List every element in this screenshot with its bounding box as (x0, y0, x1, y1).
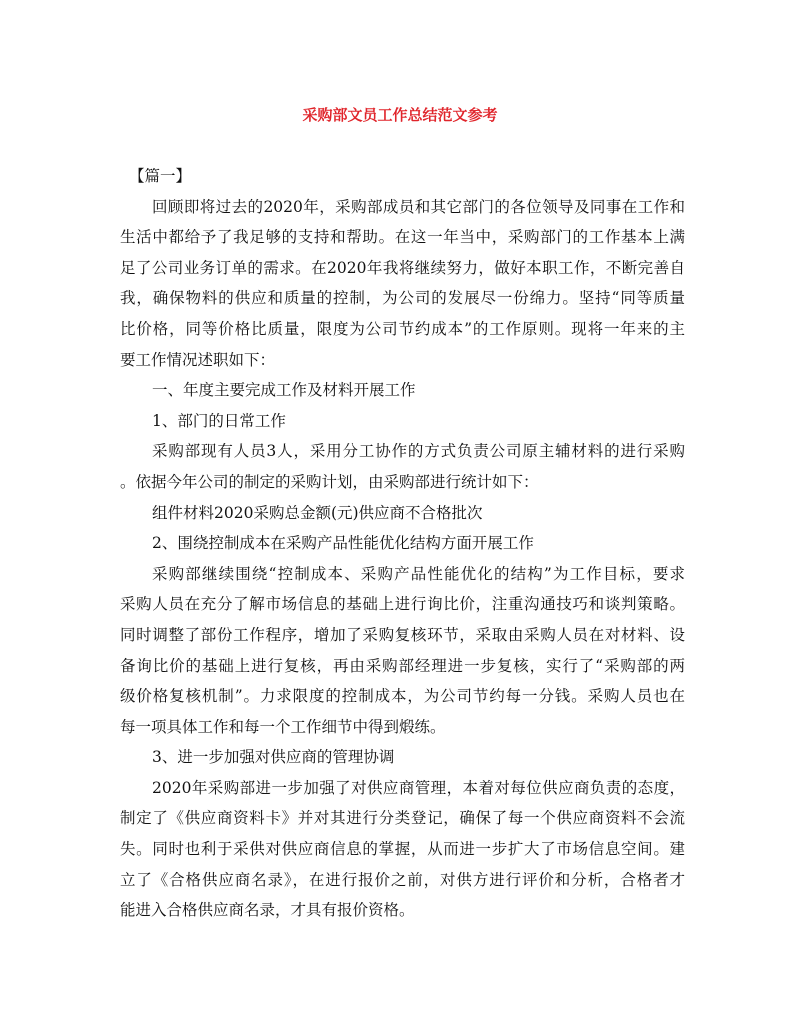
paragraph-line: 失。同时也利于采供对供应商信息的掌握，从而进一步扩大了市场信息空间。建 (120, 840, 685, 859)
paragraph-line: 每一项具体工作和每一个工作细节中得到煅练。 (120, 717, 446, 736)
paragraph-line: 采购部继续围绕“控制成本、采购产品性能优化的结构”为工作目标，要求 (152, 564, 685, 583)
paragraph-line: 同时调整了部份工作程序，增加了采购复核环节，采取由采购人员在对材料、设 (120, 625, 685, 644)
paragraph-line: 级价格复核机制”。力求限度的控制成本，为公司节约每一分钱。采购人员也在 (120, 687, 685, 706)
paragraph-line: 足了公司业务订单的需求。在2020年我将继续努力，做好本职工作，不断完善自 (120, 258, 685, 277)
paragraph-line: 采购人员在充分了解市场信息的基础上进行询比价，注重沟通技巧和谈判策略。 (120, 595, 685, 614)
paragraph-line: 组件材料2020采购总金额(元)供应商不合格批次 (152, 503, 483, 522)
document-title: 采购部文员工作总结范文参考 (302, 106, 498, 124)
heading-line: 3、进一步加强对供应商的管理协调 (152, 748, 395, 767)
paragraph-line: 能进入合格供应商名录，才具有报价资格。 (120, 901, 415, 920)
heading-line: 2、围绕控制成本在采购产品性能优化结构方面开展工作 (152, 534, 534, 553)
paragraph-line: 生活中都给予了我足够的支持和帮助。在这一年当中，采购部门的工作基本上满 (120, 228, 685, 247)
heading-line: 一、年度主要完成工作及材料开展工作 (152, 381, 416, 400)
paragraph-line: 比价格，同等价格比质量，限度为公司节约成本”的工作原则。现将一年来的主 (120, 319, 685, 338)
paragraph-line: 要工作情况述职如下： (120, 350, 276, 369)
paragraph-line: 我，确保物料的供应和质量的控制，为公司的发展尽一份绵力。坚持“同等质量 (120, 289, 685, 308)
paragraph-line: 。依据今年公司的制定的采购计划，由采购部进行统计如下： (120, 472, 539, 491)
section-heading: 【篇一】 (129, 167, 192, 185)
paragraph-line: 立了《合格供应商名录》，在进行报价之前，对供方进行评价和分析，合格者才 (120, 870, 685, 889)
paragraph-line: 备询比价的基础上进行复核，再由采购部经理进一步复核，实行了“采购部的两 (120, 656, 685, 675)
paragraph-line: 采购部现有人员3人，采用分工协作的方式负责公司原主辅材料的进行采购 (152, 442, 685, 461)
paragraph-line: 回顾即将过去的2020年，采购部成员和其它部门的各位领导及同事在工作和 (152, 197, 685, 216)
paragraph-line: 2020年采购部进一步加强了对供应商管理，本着对每位供应商负责的态度， (152, 778, 685, 797)
paragraph-line: 制定了《供应商资料卡》并对其进行分类登记，确保了每一个供应商资料不会流 (120, 809, 685, 828)
heading-line: 1、部门的日常工作 (152, 411, 286, 430)
document-body (120, 161, 685, 926)
